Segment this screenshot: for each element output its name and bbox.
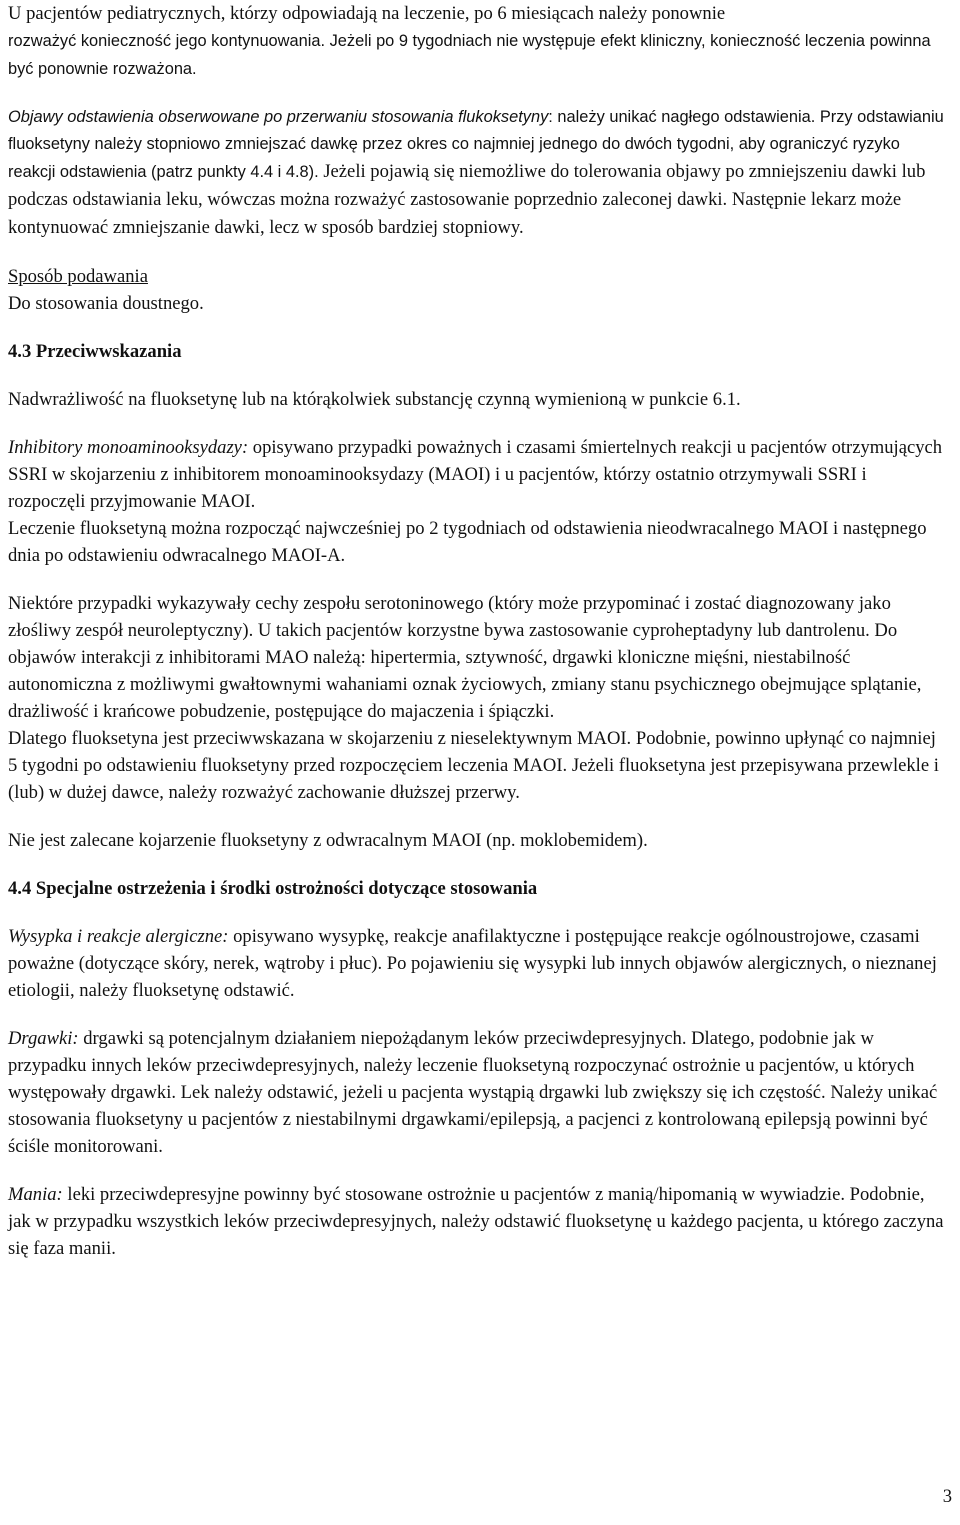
maoi-text: opisywano przypadki poważnych i czasami śmiertelnych reakcji u pacjentów otrzymujących SSRI w skojarzeniu z inhibitorem monoaminooksydazy (MAOI) i u pacjentów, którzy ostatnio otrzymywali SSRI i rozpoczęli przyjmowanie MAOI. <box>8 437 943 512</box>
contraindicated-text: Dlatego fluoksetyna jest przeciwwskazana w skojarzeniu z nieselektywnym MAOI. Podobnie, powinno upłynąć co najmniej 5 tygodni po odstawieniu fluoksetyny przed rozpoczęciem leczenia MAOI. Jeżeli fluoksetyna jest przepisywana przewlekle i (lub) w dużej dawce, należy rozważyć zachowanie dłuższej przerwy. <box>8 728 939 803</box>
paragraph-hypersensitivity: Nadwrażliwość na fluoksetynę lub na którąkolwiek substancję czynną wymienioną w punkcie 6.1. <box>8 389 741 410</box>
withdrawal-label: Objawy odstawienia obserwowane po przerwaniu stosowania flukoksetyny <box>8 108 549 126</box>
paragraph-pediatric <box>8 0 948 83</box>
paragraph-administration <box>8 263 948 317</box>
pediatric-rest: rozważyć konieczność jego kontynuowania. Jeżeli po 9 tygodniach nie występuje efekt kliniczny, konieczność leczenia powinna być ponownie rozważona. <box>8 32 931 78</box>
serotonin-text: Niektóre przypadki wykazywały cechy zespołu serotoninowego (który może przypominać i zostać diagnozowany jako złośliwy zespół neuroleptyczny). U takich pacjentów korzystne bywa zastosowanie cyproheptadyny lub dantrolenu. Do objawów interakcji z inhibitorami MAO należą: hipertermia, sztywność, drgawki kloniczne mięśni, niestabilność autonomiczna z możliwymi gwałtownymi wahaniami oznak życiowych, zmiany stanu psychicznego obejmujące splątanie, drażliwość i krańcowe pobudzenie, postępujące do majaczenia i śpiączki. <box>8 593 922 722</box>
seizures-text: drgawki są potencjalnym działaniem niepożądanym leków przeciwdepresyjnych. Dlatego, podobnie jak w przypadku innych leków przeciwdepresyjnych, należy leczenie fluoksetyną rozpoczynać ostrożnie u pacjentów, u których występowały drgawki. Lek należy odstawić, jeżeli u pacjenta wystąpią drgawki lub zwiększy się ich częstość. Należy unikać stosowania fluoksetyny u pacjentów z niestabilnymi drgawkami/epilepsją, a pacjenci z kontrolowaną epilepsją powinni być ściśle monitorowani. <box>8 1028 938 1157</box>
paragraph-rash <box>8 923 948 1004</box>
maoi-label: Inhibitory monoaminooksydazy: <box>8 437 249 458</box>
paragraph-maoi <box>8 434 948 569</box>
section-4-4-heading: 4.4 Specjalne ostrzeżenia i środki ostrożności dotyczące stosowania <box>8 878 538 899</box>
administration-title: Sposób podawania <box>8 266 148 287</box>
paragraph-mania <box>8 1181 948 1262</box>
administration-text: Do stosowania doustnego. <box>8 293 204 314</box>
paragraph-seizures <box>8 1025 948 1160</box>
paragraph-withdrawal <box>8 104 948 242</box>
mania-label: Mania: <box>8 1184 63 1205</box>
paragraph-reversible-maoi: Nie jest zalecane kojarzenie fluoksetyny z odwracalnym MAOI (np. moklobemidem). <box>8 830 648 851</box>
paragraph-serotonin <box>8 590 948 806</box>
withdrawal-text2: Jeżeli pojawią się niemożliwe do tolerowania objawy po zmniejszeniu dawki lub podczas odstawiania leku, wówczas można rozważyć zastosowanie poprzednio zaleconej dawki. Następnie lekarz może kontynuować zmniejszanie dawki, lecz w sposób bardziej stopniowy. <box>8 161 926 238</box>
rash-label: Wysypka i reakcje alergiczne: <box>8 926 229 947</box>
rash-text: opisywano wysypkę, reakcje anafilaktyczne i postępujące reakcje ogólnoustrojowe, czasami poważne (dotyczące skóry, nerek, wątroby i płuc). Po pojawieniu się wysypki lub innych objawów alergicznych, o nieznanej etiologii, należy fluoksetynę odstawić. <box>8 926 937 1001</box>
section-4-3-heading: 4.3 Przeciwwskazania <box>8 341 182 362</box>
withdrawal-text1: : należy unikać nagłego odstawienia. Przy odstawianiu fluoksetyny należy stopniowo zmniejszać dawkę przez okres co najmniej jednego do dwóch tygodni, aby ograniczyć ryzyko reakcji odstawienia (patrz punkty 4.4 i 4.8). <box>8 108 944 181</box>
document-page <box>8 0 948 1262</box>
mania-text: leki przeciwdepresyjne powinny być stosowane ostrożnie u pacjentów z manią/hipomanią w wywiadzie. Podobnie, jak w przypadku wszystkich leków przeciwdepresyjnych, należy odstawić fluoksetynę u każdego pacjenta, u którego zaczyna się faza manii. <box>8 1184 944 1259</box>
maoi-start: Leczenie fluoksetyną można rozpocząć najwcześniej po 2 tygodniach od odstawienia nieodwracalnego MAOI i następnego dnia po odstawieniu odwracalnego MAOI-A. <box>8 518 927 566</box>
page-number: 3 <box>942 1486 952 1507</box>
pediatric-line1: U pacjentów pediatrycznych, którzy odpowiadają na leczenie, po 6 miesiącach należy ponownie <box>8 3 726 24</box>
seizures-label: Drgawki: <box>8 1028 79 1049</box>
